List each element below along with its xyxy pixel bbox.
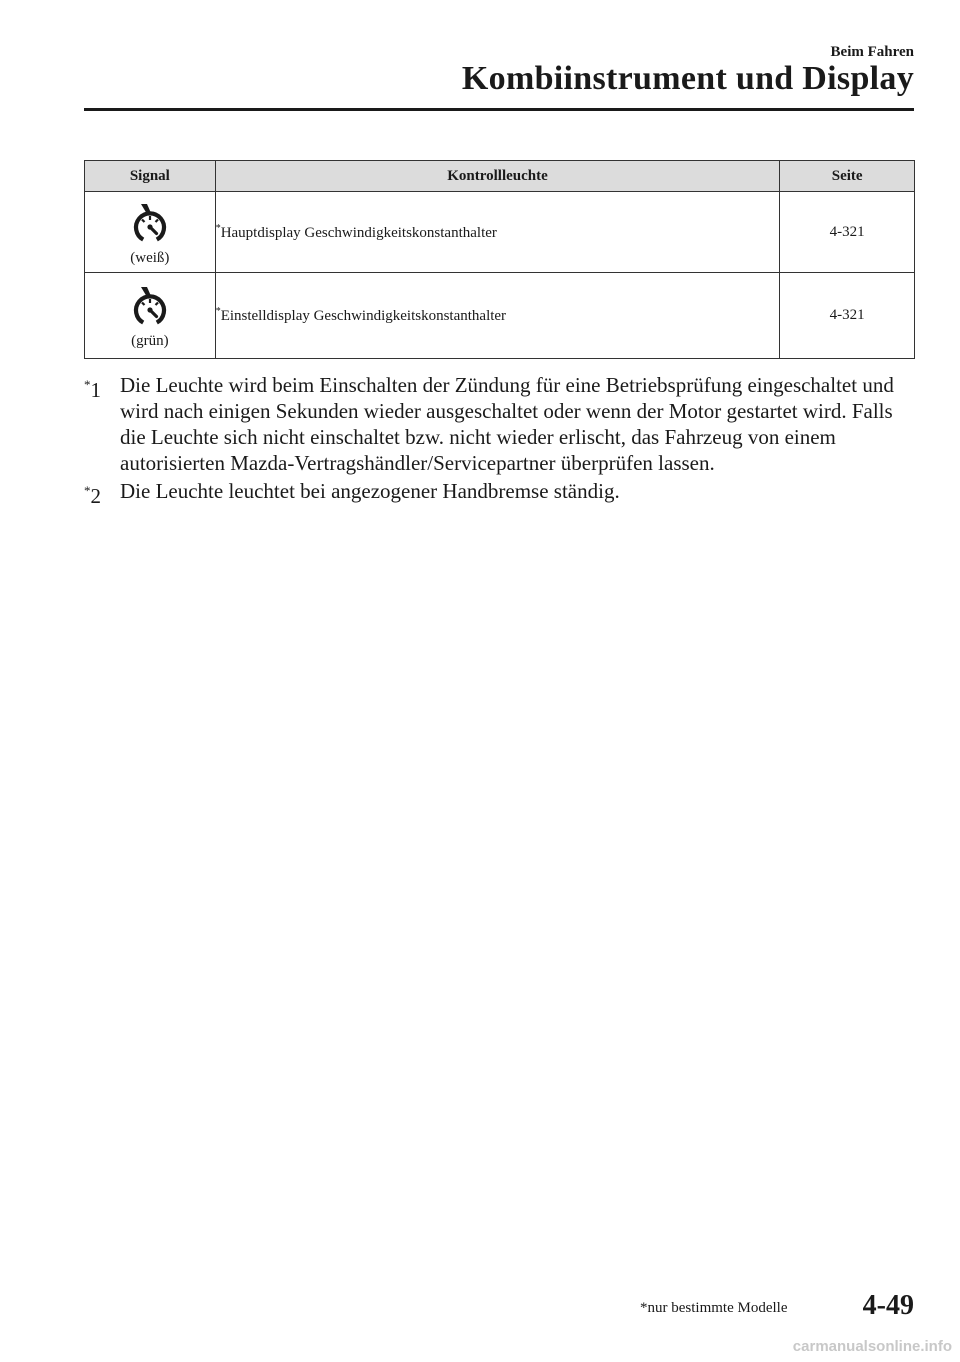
models-note: *nur bestimmte Modelle (640, 1300, 788, 1316)
page-title: Kombiinstrument und Display (461, 60, 914, 97)
table-header-row (85, 161, 915, 192)
kontrollleuchte-text: Einstelldisplay Geschwindigkeitskonstanthalter (220, 308, 507, 324)
page-ref-cell: 4-321 (780, 192, 915, 273)
cruise-control-icon (127, 285, 173, 331)
table-row (85, 192, 915, 273)
page-ref-cell: 4-321 (780, 273, 915, 359)
cruise-control-icon (127, 202, 173, 248)
footnote-1 (84, 372, 920, 476)
page-number: 4-49 (862, 1290, 914, 1321)
warning-lights-table (84, 160, 915, 359)
table-row (85, 273, 915, 359)
footnote-text: Die Leuchte leuchtet bei angezogener Handbremse ständig. (120, 479, 620, 503)
footnotes (84, 372, 920, 506)
signal-cell (85, 273, 216, 359)
header-divider (84, 108, 914, 111)
signal-color-label: (weiß) (130, 249, 170, 266)
signal-color-label: (grün) (131, 333, 169, 349)
kontrollleuchte-cell (215, 273, 780, 359)
footnote-marker: *1 (84, 377, 101, 402)
section-heading: Beim Fahren (830, 44, 914, 60)
kontrollleuchte-text: Hauptdisplay Geschwindigkeitskonstanthalter (220, 224, 497, 241)
footnote-2 (84, 478, 920, 508)
footnote-marker: *2 (84, 483, 101, 508)
column-header-signal: Signal (85, 161, 216, 192)
footnote-star: * (215, 222, 221, 234)
column-header-seite: Seite (780, 161, 915, 192)
footnote-star: * (215, 306, 221, 317)
kontrollleuchte-cell (215, 192, 780, 273)
watermark: carmanualsonline.info (792, 1338, 952, 1355)
signal-cell (85, 192, 216, 273)
footnote-text: Die Leuchte wird beim Einschalten der Zündung für eine Betriebsprüfung eingeschaltet und wird nach einigen Sekunden wieder ausgeschaltet oder wenn der Motor gestartet wird. Falls die Leuchte sich nicht einschaltet bzw. nicht wieder erlischt, das Fahrzeug von einem autorisierten Mazda-Vertragshändler/Servicepartner überprüfen lassen. (120, 373, 894, 475)
column-header-kontrollleuchte: Kontrollleuchte (215, 161, 780, 192)
